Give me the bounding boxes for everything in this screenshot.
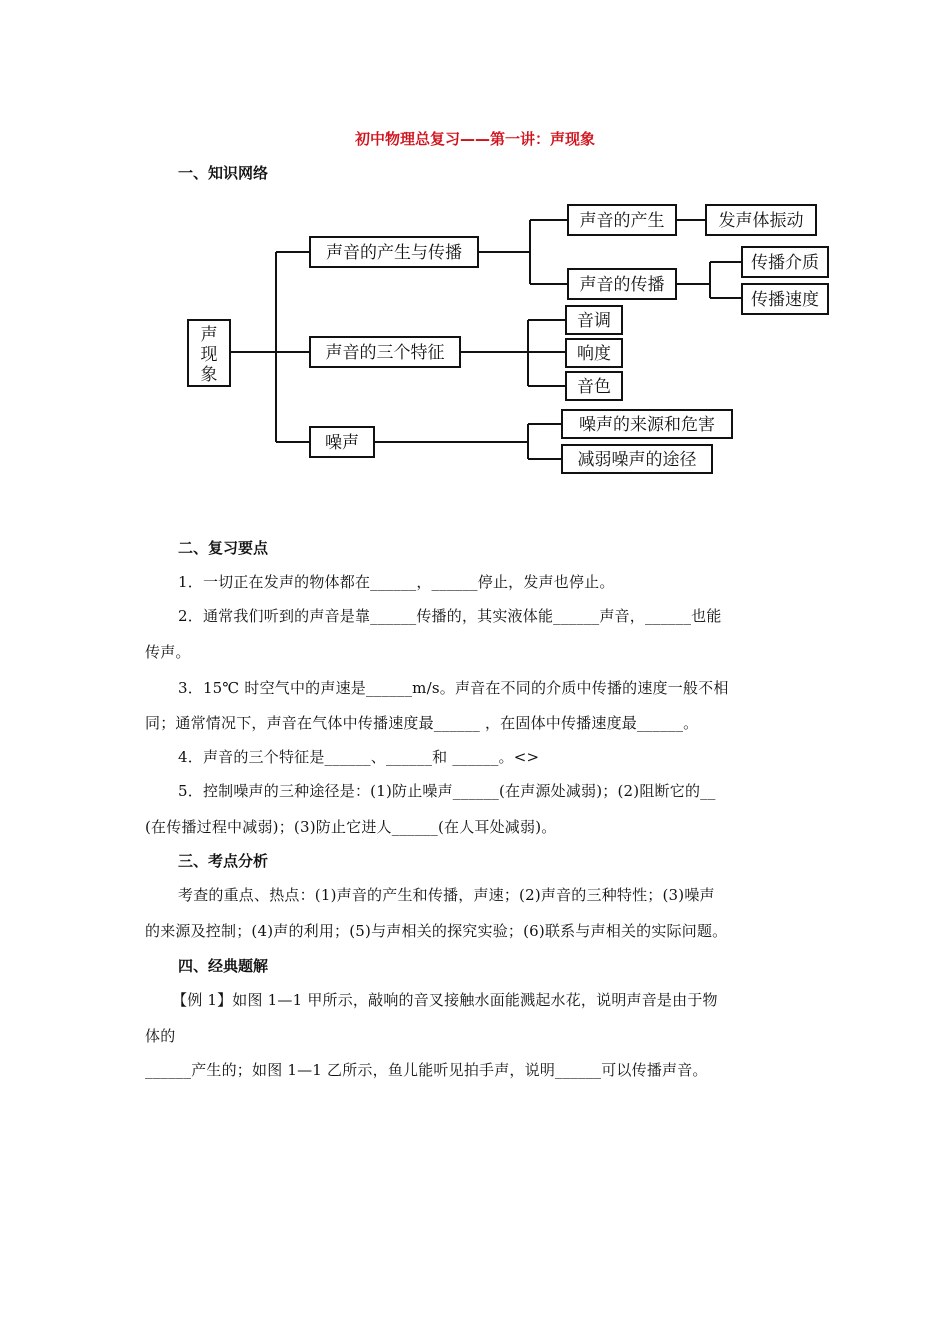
review-line: 4．声音的三个特征是______、______和 ______。<> [178,748,540,766]
leaf-label: 传播介质 [751,253,819,273]
sub-node [568,205,676,235]
page-title: 初中物理总复习——第一讲：声现象 [354,130,595,148]
leaf-node [566,372,622,400]
branch-node [310,427,374,457]
root-char: 象 [200,365,218,385]
leaf-label: 发声体振动 [718,211,804,231]
branch-node [310,337,460,367]
example-line: 体的 [145,1027,176,1045]
example-line: 【例 1】如图 1—1 甲所示，敲响的音叉接触水面能溅起水花，说明声音是由于物 [172,991,718,1009]
leaf-node [742,247,828,277]
leaf-node [742,284,828,314]
leaf-node [566,306,622,334]
review-line: 同；通常情况下，声音在气体中传播速度最______ ，在固体中传播速度最______。 [145,714,699,732]
leaf-label: 减弱噪声的途径 [577,450,697,470]
branch-label: 声音的三个特征 [325,343,445,363]
review-line: 传声。 [145,643,191,661]
example-line: ______产生的；如图 1—1 乙所示，鱼儿能听见拍手声，说明______可以传播声音。 [145,1061,708,1079]
leaf-node [706,205,816,235]
branch-label: 噪声 [325,433,359,453]
sub-label: 声音的产生 [579,211,665,231]
leaf-label: 噪声的来源和危害 [579,415,715,435]
review-line: 2．通常我们听到的声音是靠______传播的，其实液体能______声音，______也能 [178,607,722,625]
leaf-label: 传播速度 [751,290,819,310]
leaf-node [562,410,732,438]
sub-label: 声音的传播 [579,275,665,295]
section-heading-knowledge-network: 一、知识网络 [178,164,269,182]
root-char: 现 [200,345,218,365]
section-heading-classic-problems: 四、经典题解 [178,957,269,975]
branch-label: 声音的产生与传播 [326,243,462,263]
root-node [188,320,230,386]
review-line: 1．一切正在发声的物体都在______，______停止，发声也停止。 [178,573,615,591]
leaf-label: 音色 [577,377,611,397]
leaf-node [566,339,622,367]
review-line: (在传播过程中减弱)；(3)防止它进人______(在人耳处减弱)。 [145,818,557,836]
leaf-label: 响度 [577,344,611,364]
analysis-line: 考查的重点、热点：(1)声音的产生和传播，声速；(2)声音的三种特性；(3)噪声 [178,886,715,904]
review-line: 5．控制噪声的三种途径是：(1)防止噪声______(在声源处减弱)；(2)阻断它的__ [178,782,716,800]
knowledge-network-diagram [180,200,840,490]
analysis-line: 的来源及控制；(4)声的利用；(5)与声相关的探究实验；(6)联系与声相关的实际问题。 [145,922,728,940]
leaf-node [562,445,712,473]
branch-node [310,237,478,267]
root-char: 声 [200,325,218,345]
section-heading-review-points: 二、复习要点 [178,539,269,557]
section-heading-exam-analysis: 三、考点分析 [178,852,269,870]
leaf-label: 音调 [577,311,611,331]
sub-node [568,269,676,299]
review-line: 3．15℃ 时空气中的声速是______m/s。声音在不同的介质中传播的速度一般不相 [178,679,729,697]
